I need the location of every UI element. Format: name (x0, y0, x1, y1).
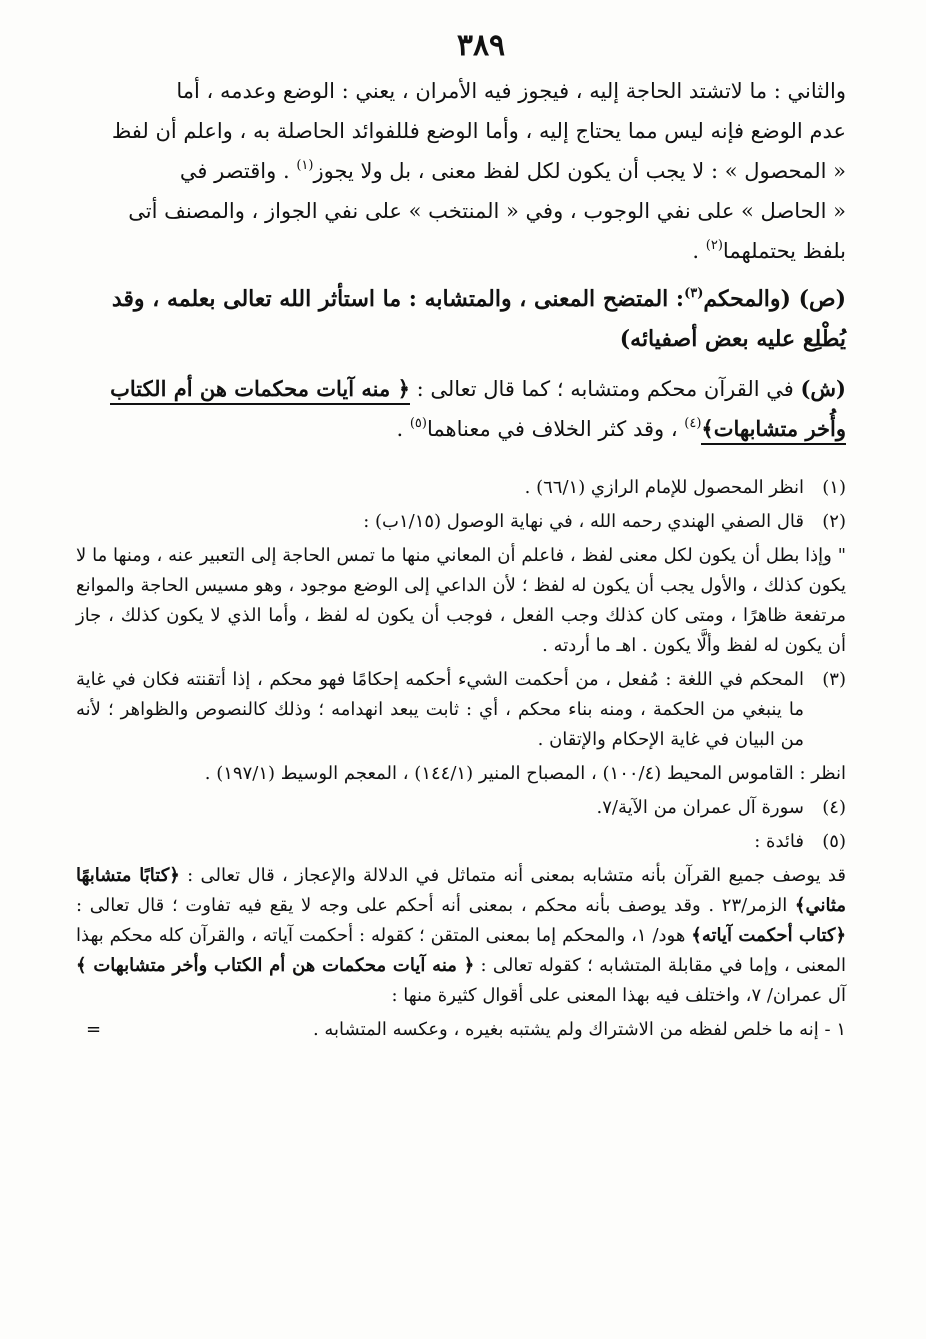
footnote-3 (76, 665, 846, 755)
footnote-separator (76, 459, 846, 473)
footnote-number: (١) (822, 477, 846, 498)
sharh-text: ، وقد كثر الخلاف في معناهما (426, 417, 685, 441)
paragraph-text: . (692, 239, 706, 263)
paragraph-text: بلفظ يحتملهما (722, 239, 846, 263)
footnote-number: (٥) (822, 831, 846, 852)
sharh-text: . (396, 417, 410, 441)
footnote-reference: انظر : القاموس المحيط (١٠٠/٤) ، المصباح المنير (١٤٤/١) ، المعجم الوسيط (١٩٧/١) . (204, 763, 846, 784)
footnote-ref: (٢) (705, 238, 723, 253)
quran-verse: ﴿كتاب أحكمت آياته﴾ (691, 925, 846, 946)
paragraph-line (76, 231, 846, 271)
paragraph-line: والثاني : ما لاتشتد الحاجة إليه ، فيجوز فيه الأمران ، يعني : الوضع وعدمه ، أما (176, 79, 846, 103)
footnote-ref: (١) (296, 158, 314, 173)
footnote-text: سورة آل عمران من الآية/٧. (596, 797, 804, 818)
list-item-text: ١ - إنه ما خلص لفظه من الاشتراك ولم يشتبه بغيره ، وعكسه المتشابه . (312, 1019, 846, 1040)
footnote-number: (٢) (822, 511, 846, 532)
footnote-list-item (76, 1015, 846, 1045)
matn-text: : المتضح المعنى ، والمتشابه : ما استأثر الله تعالى بعلمه ، وقد يُطْلِع عليه بعض أصفيائه) (111, 286, 846, 352)
footnote-text: قد يوصف جميع القرآن بأنه متشابه بمعنى أنه متماثل في الدلالة والإعجاز ، قال تعالى : (179, 865, 846, 886)
matn-text: (ص) (والمحكم (703, 286, 846, 312)
footnote-quote: " وإذا بطل أن يكون لكل معنى لفظ ، فاعلم أن المعاني منها ما تمس الحاجة إلى التعبير عنه ، ومنها ما لا يكون كذلك ، والأول يجب أن يكون له لفظ ؛ لأن الداعي إلى الوضع موجود ، وهو مسيس الحاجة والموانع مرتفعة ظاهرًا ، ومتى كان كذلك وجب الفعل ، فوجب أن يكون له لفظ ، وأما الذي لا يكون كذلك ، جاز أن يكون له لفظ وألَّا يكون . اهـ ما أردته . (76, 545, 846, 656)
paragraph-text: « المحصول » : لا يجب أن يكون لكل لفظ معنى ، بل ولا يجوز (313, 159, 846, 183)
sharh-text: في القرآن محكم ومتشابه ؛ كما قال تعالى : (409, 377, 801, 401)
quran-verse: ﴿ منه آيات محكمات هن أم الكتاب وأخر متشابهات ﴾ (76, 955, 475, 976)
footnote-text: انظر المحصول للإمام الرازي (٦٦/١) . (524, 477, 804, 498)
sharh-lead: (ش) (800, 376, 846, 401)
matn-paragraph (76, 279, 846, 359)
continuation-mark: = (86, 1019, 102, 1040)
paragraph-line: « الحاصل » على نفي الوجوب ، وفي « المنتخب » على نفي الجواز ، والمصنف أتى (128, 199, 846, 223)
paragraph-line: عدم الوضع فإنه ليس مما يحتاج إليه ، وأما الوضع فللفوائد الحاصلة به ، واعلم أن لفظ (111, 119, 846, 143)
page (76, 28, 846, 1045)
footnote-title: فائدة : (754, 831, 804, 852)
footnote-text: المحكم في اللغة : مُفعل ، من أحكمت الشيء أحكمه إحكامًا فهو محكم ، إذا أتقنته فكان في غاية ما ينبغي من الحكمة ، ومنه بناء محكم ، أي : ثابت يبعد انهدامه ؛ وذلك كالنصوص والظواهر ؛ لأنه من البيان في غاية الإحكام والإتقان . (76, 669, 804, 750)
footnote-5 (76, 827, 846, 857)
footnote-ref: (٣) (684, 286, 704, 301)
footnote-5-body (76, 861, 846, 1011)
main-paragraph (76, 71, 846, 271)
footnote-text: آل عمران/ ٧، واختلف فيه بهذا المعنى على أقوال كثيرة منها : (391, 985, 846, 1006)
quran-verse: ﴿كتابًا متشابهًا مثاني﴾ (76, 865, 847, 916)
sharh-paragraph (76, 369, 846, 449)
footnote-text: هود/ ١، والمحكم إما بمعنى المتقن ؛ كقوله : أحكمت آياته ، والقرآن كله محكم بهذا المعنى ، وإما في مقابلة المتشابه ؛ كقوله تعالى : (76, 925, 846, 976)
footnote-text: قال الصفي الهندي رحمه الله ، في نهاية الوصول (١/١٥ب) : (363, 511, 804, 532)
footnote-text: الزمر/٢٣ . وقد يوصف بأنه محكم ، بمعنى أنه أحكم على وجه لا يقع فيه تفاوت ؛ قال تعالى : (76, 895, 795, 916)
footnote-2 (76, 507, 846, 537)
footnote-number: (٣) (822, 669, 846, 690)
footnote-1 (76, 473, 846, 503)
quran-verse: ﴿ منه آيات محكمات هن أم الكتاب وأُخر متشابهات﴾ (110, 376, 846, 445)
paragraph-text: . واقتصر في (179, 159, 297, 183)
paragraph-line (76, 151, 846, 191)
footnote-4 (76, 793, 846, 823)
footnote-ref: (٥) (409, 416, 427, 431)
footnote-ref: (٤) (684, 416, 702, 431)
footnote-number: (٤) (822, 797, 846, 818)
page-number: ٣٨٩ (456, 28, 506, 63)
footnotes (76, 473, 846, 1045)
